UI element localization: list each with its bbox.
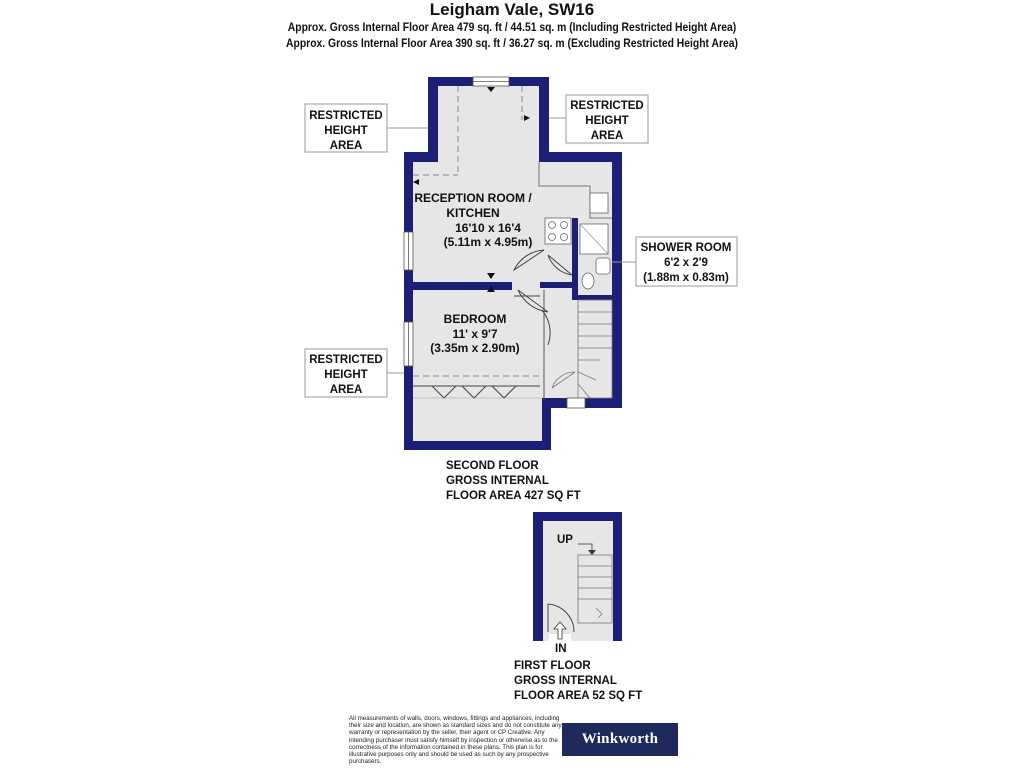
winkworth-logo: Winkworth	[562, 723, 678, 756]
restricted-bottom-left-line2: HEIGHT	[324, 369, 368, 381]
plan-title: Leigham Vale, SW16	[429, 0, 595, 19]
bedroom-label: BEDROOM	[443, 312, 507, 326]
kitchen-hob	[545, 218, 571, 244]
reception-dims-metric: (5.11m x 4.95m)	[443, 235, 533, 249]
bedroom-dims-metric: (3.35m x 2.90m)	[430, 341, 520, 355]
second-floor-line3: FLOOR AREA 427 SQ FT	[446, 490, 581, 502]
second-floor-line2: GROSS INTERNAL	[446, 475, 549, 487]
second-floor-line1: SECOND FLOOR	[446, 460, 539, 472]
restricted-bottom-left-line3: AREA	[329, 384, 363, 396]
shower-room-dims-metric: (1.88m x 0.83m)	[643, 272, 729, 284]
restricted-callout-bottom-left	[305, 349, 404, 397]
second-floor-caption	[446, 460, 581, 502]
restricted-top-right-line2: HEIGHT	[585, 115, 629, 127]
restricted-callout-top-left	[305, 104, 428, 152]
disclaimer-text: All measurements of walls, doors, windows, fittings and appliances, including their size and location, are shown as standard sizes and do not constitute any warranty or representation by the seller, their agent or CP Creative. Any intending purchaser must satisfy himself by inspection or otherwise as to the correctness of the information contained in these plans. This plan is for illustrative purposes only and should be used as such by any prospective purchasers.	[349, 715, 562, 766]
shower-basin	[596, 258, 610, 274]
reception-dims-imperial: 16'10 x 16'4	[455, 221, 521, 235]
restricted-top-left-line3: AREA	[329, 140, 363, 152]
restricted-top-right-line1: RESTRICTED	[570, 100, 644, 112]
first-floor-caption	[514, 660, 642, 702]
internal-wall-bedroom-top-right	[540, 282, 572, 288]
shower-room-label: SHOWER ROOM	[640, 242, 732, 254]
area-including-restricted: Approx. Gross Internal Floor Area 479 sq. ft / 44.51 sq. m (Including Restricted Height Area)	[287, 22, 737, 34]
first-floor-line2: GROSS INTERNAL	[514, 675, 617, 687]
window-bottom	[567, 398, 585, 408]
restricted-top-left-line2: HEIGHT	[324, 125, 368, 137]
bedroom-dims-imperial: 11' x 9'7	[452, 327, 498, 341]
restricted-top-right-line3: AREA	[590, 130, 624, 142]
shower-toilet	[582, 273, 594, 289]
restricted-bottom-left-line1: RESTRICTED	[309, 354, 383, 366]
restricted-callout-top-right	[549, 95, 648, 143]
kitchen-sink	[590, 193, 608, 213]
first-floor-line1: FIRST FLOOR	[514, 660, 591, 672]
first-floor-plan	[533, 512, 622, 655]
stairs-up-label: UP	[557, 534, 573, 546]
first-floor-line3: FLOOR AREA 52 SQ FT	[514, 690, 643, 702]
internal-wall-bedroom-top	[404, 282, 512, 290]
area-excluding-restricted: Approx. Gross Internal Floor Area 390 sq. ft / 36.27 sq. m (Excluding Restricted Height Area)	[286, 38, 738, 50]
reception-label-line2: KITCHEN	[446, 206, 500, 220]
shower-room-wall-bottom	[572, 295, 612, 300]
shower-room-dims-imperial: 6'2 x 2'9	[664, 257, 708, 269]
entrance-in-label: IN	[555, 643, 567, 655]
restricted-top-left-line1: RESTRICTED	[309, 110, 383, 122]
shower-room-callout	[612, 237, 737, 286]
reception-label-line1: RECEPTION ROOM /	[414, 191, 532, 205]
shower-room-wall-left	[572, 218, 578, 300]
